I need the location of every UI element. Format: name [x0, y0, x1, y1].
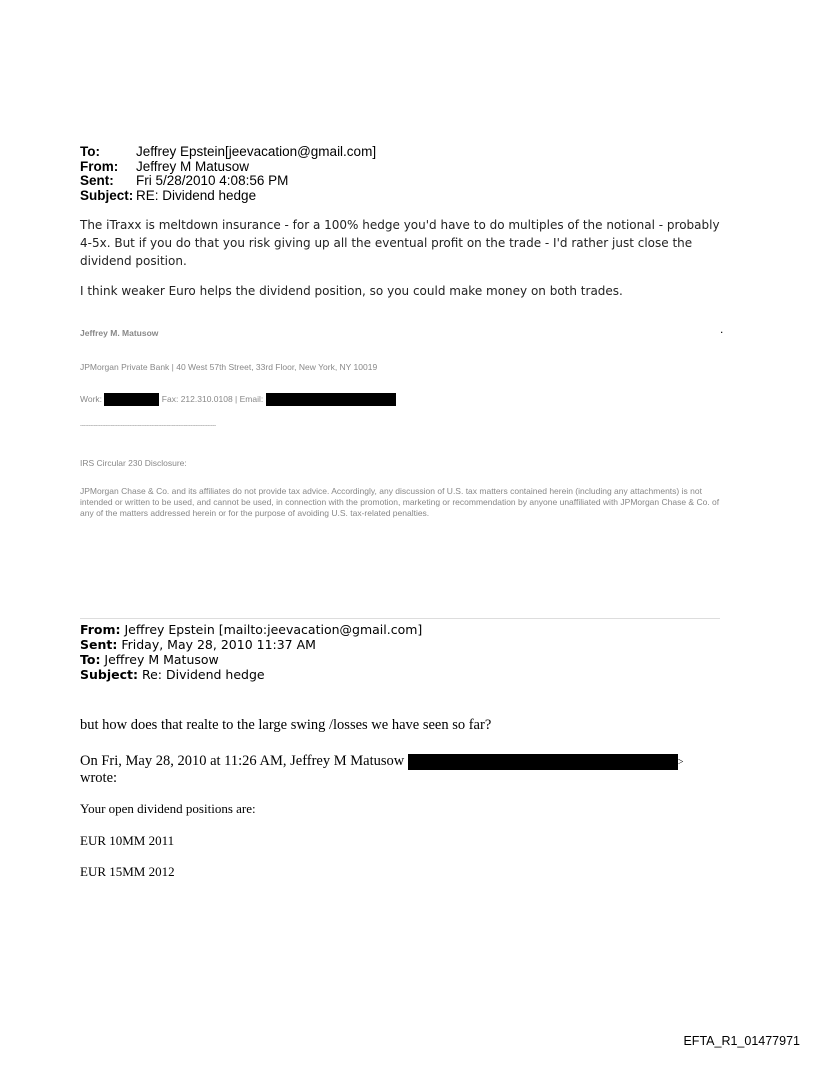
document-id: EFTA_R1_01477971 [683, 1034, 800, 1048]
from-value: Jeffrey M Matusow [136, 158, 250, 174]
divider [80, 618, 720, 619]
subject-value: Re: Dividend hedge [138, 667, 265, 682]
work-label: Work: [80, 393, 103, 404]
stray-dot: . [720, 322, 724, 336]
signature-address: JPMorgan Private Bank | 40 West 57th Street, 33rd Floor, New York, NY 10019 [80, 362, 378, 372]
to-label: To: [80, 144, 100, 159]
quote-line: EUR 10MM 2011 [80, 833, 175, 848]
irs-disclosure: JPMorgan Chase & Co. and its affiliates do not provide tax advice. Accordingly, any discussion of U.S. tax matters contained herein (including any attachments) is not intended or written to be used, and cannot be used, in connection with the promotion, marketing or recommendation by anyone unaffiliated with JPMorgan Chase & Co. of any of the matters addressed herein or for the purpose of avoiding U.S. tax-related penalties. [80, 486, 720, 518]
signature-contact [80, 393, 396, 406]
from-label: From: [80, 622, 121, 637]
sent-label: Sent: [80, 637, 118, 652]
email-body [80, 216, 730, 312]
sent-label: Sent: [80, 173, 114, 188]
from-label: From: [80, 158, 119, 174]
subject-label: Subject: [80, 187, 134, 203]
sent-value: Fri 5/28/2010 4:08:56 PM [136, 173, 289, 188]
email-header [80, 145, 376, 203]
quoted-header [80, 622, 422, 682]
redaction [266, 393, 396, 406]
subject-label: Subject: [80, 667, 138, 682]
redaction [408, 754, 678, 770]
fax-text: Fax: 212.310.0108 | Email: [161, 393, 264, 404]
irs-title: IRS Circular 230 Disclosure: [80, 458, 187, 468]
quote-line: EUR 15MM 2012 [80, 864, 175, 879]
quote-intro-text: On Fri, May 28, 2010 at 11:26 AM, Jeffrey M Matusow [80, 753, 405, 769]
sent-value: Friday, May 28, 2010 11:37 AM [117, 637, 316, 652]
quote-gt: > [677, 757, 684, 768]
separator-line: -------------------------------------------------------------------------------- [80, 423, 216, 429]
quote-wrote: wrote: [80, 770, 118, 786]
signature-name: Jeffrey M. Matusow [80, 328, 159, 338]
to-value: Jeffrey M Matusow [100, 652, 219, 667]
to-label: To: [80, 652, 101, 667]
body-paragraph: The iTraxx is meltdown insurance - for a 100% hedge you'd have to do multiples of the notional - probably 4-5x. But if you do that you risk giving up all the eventual profit on the trade - I'd rather just close the dividend position. [80, 218, 720, 268]
quote-intro [80, 753, 683, 770]
to-value: Jeffrey Epstein[jeevacation@gmail.com] [136, 144, 377, 159]
reply-text: but how does that realte to the large swing /losses we have seen so far? [80, 717, 492, 733]
quote-line: Your open dividend positions are: [80, 801, 256, 816]
body-paragraph: I think weaker Euro helps the dividend position, so you could make money on both trades. [80, 284, 623, 298]
subject-value: RE: Dividend hedge [136, 187, 257, 203]
from-value: Jeffrey Epstein [mailto:jeevacation@gmail.com] [120, 622, 423, 637]
redaction [104, 393, 159, 406]
